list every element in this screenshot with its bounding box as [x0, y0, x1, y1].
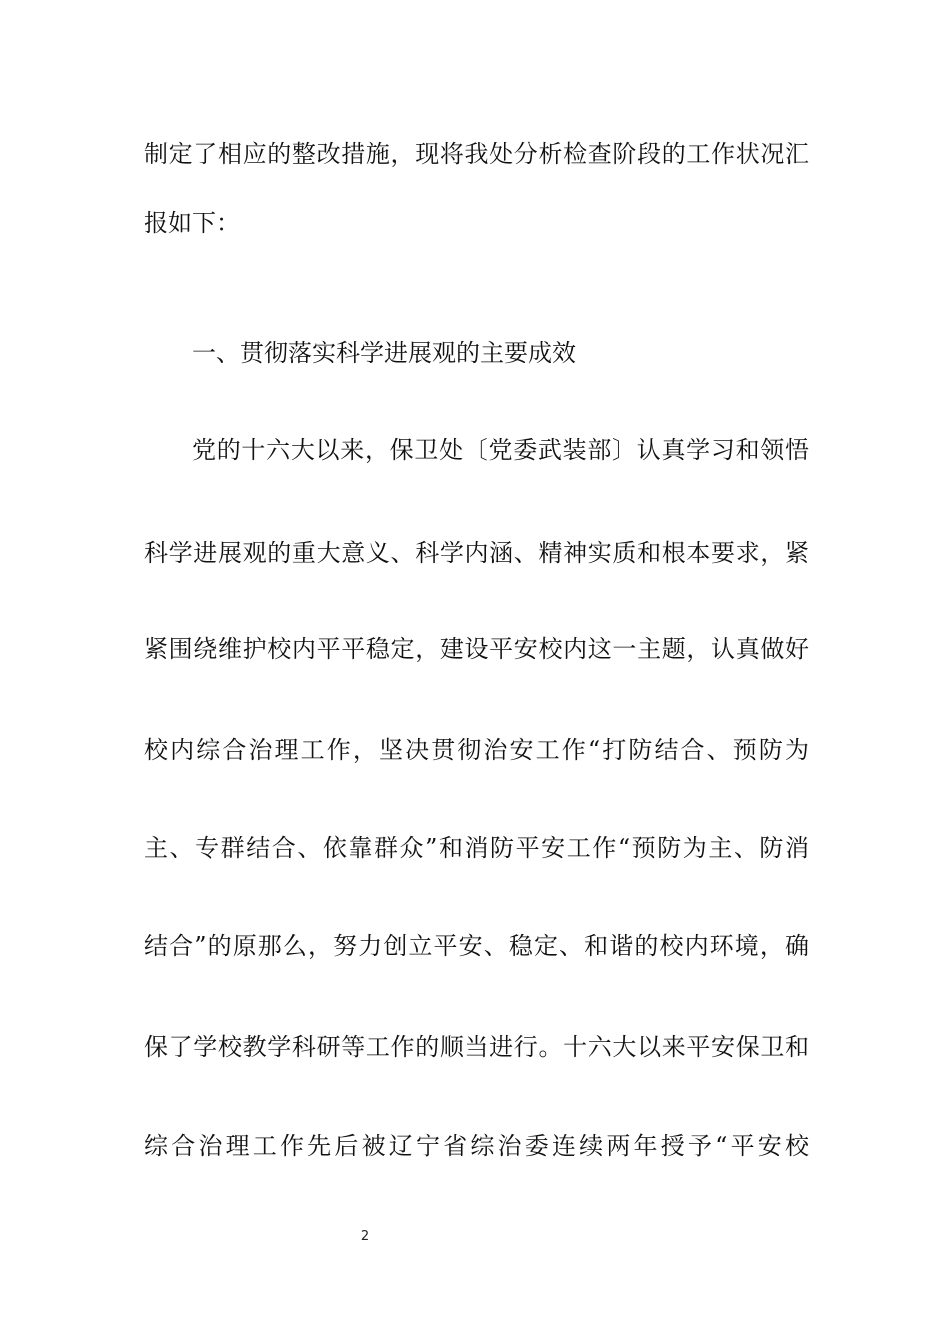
body-text-line-8: 结合”的原那么，努力创立平安、稳定、和谐的校内环境，确 [144, 932, 809, 960]
body-text-line-7: 主、专群结合、依靠群众”和消防平安工作“预防为主、防消 [144, 834, 809, 862]
body-text-line-2: 报如下： [144, 209, 240, 237]
body-text-line-6: 校内综合治理工作，坚决贯彻治安工作“打防结合、预防为 [144, 736, 809, 764]
body-text-line-4: 科学进展观的重大意义、科学内涵、精神实质和根本要求，紧 [144, 539, 809, 567]
section-heading: 一、贯彻落实科学进展观的主要成效 [192, 339, 576, 367]
body-text-line-9: 保了学校教学科研等工作的顺当进行。十六大以来平安保卫和 [144, 1033, 809, 1061]
body-text-line-3: 党的十六大以来，保卫处〔党委武装部〕认真学习和领悟 [192, 436, 809, 464]
body-text-line-10: 综合治理工作先后被辽宁省综治委连续两年授予“平安校 [144, 1132, 809, 1160]
body-text-line-5: 紧围绕维护校内平平稳定，建设平安校内这一主题，认真做好 [144, 635, 809, 663]
page-number: 2 [360, 1229, 370, 1244]
body-text-line-1: 制定了相应的整改措施，现将我处分析检查阶段的工作状况汇 [144, 140, 809, 168]
